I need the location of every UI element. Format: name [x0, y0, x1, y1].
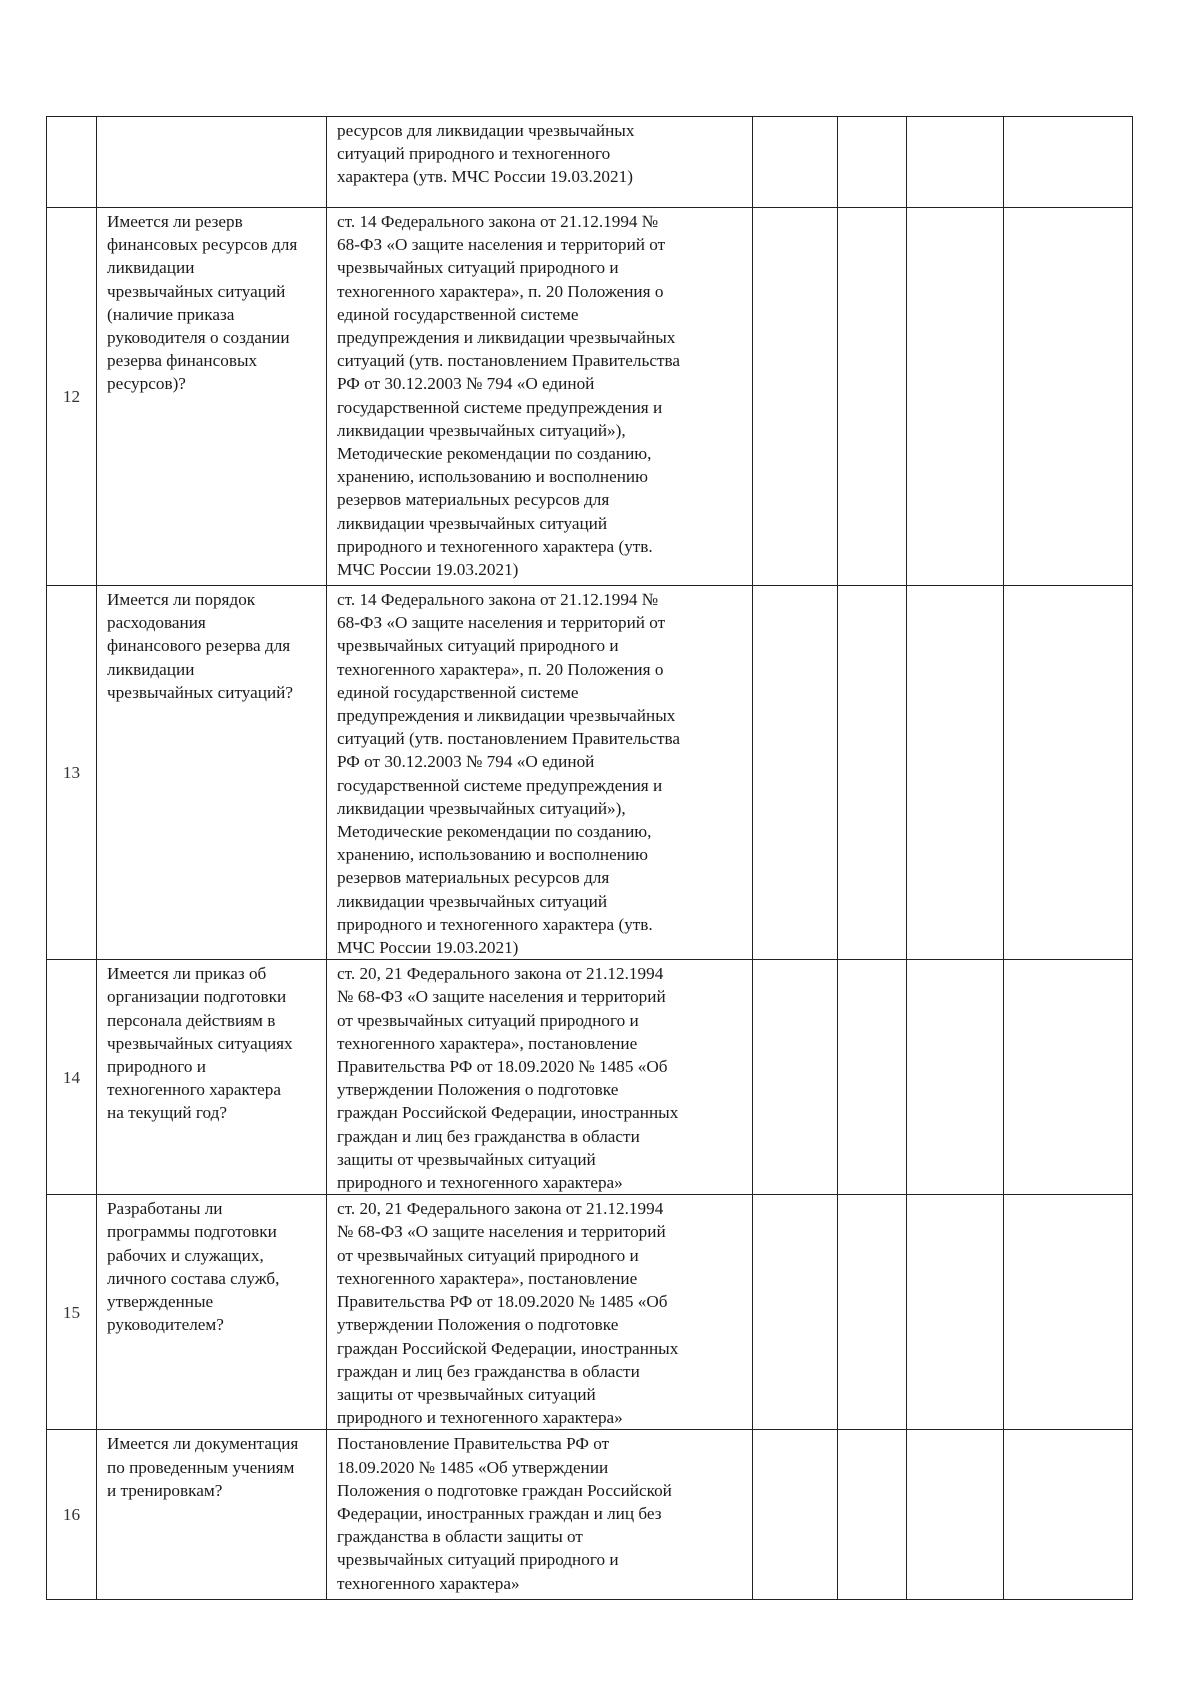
checklist-table — [46, 116, 1133, 1600]
note-cell — [1004, 1195, 1133, 1430]
legal-basis-cell: ст. 14 Федерального закона от 21.12.1994 № 68-ФЗ «О защите населения и территорий от чрезвычайных ситуаций природного и техногенного характера», п. 20 Положения о единой государственной системе предупреждения и ликвидации чрезвычайных ситуаций (утв. постановлением Правительства РФ от 30.12.2003 № 794 «О единой государственной системе предупреждения и ликвидации чрезвычайных ситуаций»), Методические рекомендации по созданию, хранению, использованию и восполнению резервов материальных ресурсов для ликвидации чрезвычайных ситуаций природного и техногенного характера (утв. МЧС России 19.03.2021) — [327, 586, 753, 960]
answer-no-cell — [838, 1195, 907, 1430]
row-number: 15 — [47, 1195, 97, 1430]
table-row — [47, 117, 1133, 208]
question-cell: Имеется ли резерв финансовых ресурсов для ликвидации чрезвычайных ситуаций (наличие приказа руководителя о создании резерва финансовых ресурсов)? — [97, 208, 327, 586]
legal-basis-cell: ст. 20, 21 Федерального закона от 21.12.1994 № 68-ФЗ «О защите населения и территорий от чрезвычайных ситуаций природного и техногенного характера», постановление Правительства РФ от 18.09.2020 № 1485 «Об утверждении Положения о подготовке граждан Российской Федерации, иностранных граждан и лиц без гражданства в области защиты от чрезвычайных ситуаций природного и техногенного характера» — [327, 960, 753, 1195]
row-number: 12 — [47, 208, 97, 586]
table-row — [47, 208, 1133, 586]
table-row — [47, 1195, 1133, 1430]
question-cell: Имеется ли приказ об организации подготовки персонала действиям в чрезвычайных ситуациях природного и техногенного характера на текущий год? — [97, 960, 327, 1195]
row-number: 13 — [47, 586, 97, 960]
answer-no-cell — [838, 586, 907, 960]
legal-basis-cell: ст. 14 Федерального закона от 21.12.1994 № 68-ФЗ «О защите населения и территорий от чрезвычайных ситуаций природного и техногенного характера», п. 20 Положения о единой государственной системе предупреждения и ликвидации чрезвычайных ситуаций (утв. постановлением Правительства РФ от 30.12.2003 № 794 «О единой государственной системе предупреждения и ликвидации чрезвычайных ситуаций»), Методические рекомендации по созданию, хранению, использованию и восполнению резервов материальных ресурсов для ликвидации чрезвычайных ситуаций природного и техногенного характера (утв. МЧС России 19.03.2021) — [327, 208, 753, 586]
question-cell: Имеется ли порядок расходования финансового резерва для ликвидации чрезвычайных ситуаций? — [97, 586, 327, 960]
note-cell — [1004, 960, 1133, 1195]
answer-no-cell — [838, 960, 907, 1195]
legal-basis-cell: Постановление Правительства РФ от 18.09.2020 № 1485 «Об утверждении Положения о подготовке граждан Российской Федерации, иностранных граждан и лиц без гражданства в области защиты от чрезвычайных ситуаций природного и техногенного характера» — [327, 1430, 753, 1600]
answer-yes-cell — [753, 586, 838, 960]
answer-no-cell — [838, 117, 907, 208]
answer-not-applicable-cell — [907, 1430, 1004, 1600]
row-number — [47, 117, 97, 208]
answer-no-cell — [838, 208, 907, 586]
answer-yes-cell — [753, 208, 838, 586]
answer-no-cell — [838, 1430, 907, 1600]
legal-basis-cell: ст. 20, 21 Федерального закона от 21.12.1994 № 68-ФЗ «О защите населения и территорий от чрезвычайных ситуаций природного и техногенного характера», постановление Правительства РФ от 18.09.2020 № 1485 «Об утверждении Положения о подготовке граждан Российской Федерации, иностранных граждан и лиц без гражданства в области защиты от чрезвычайных ситуаций природного и техногенного характера» — [327, 1195, 753, 1430]
answer-not-applicable-cell — [907, 586, 1004, 960]
note-cell — [1004, 208, 1133, 586]
answer-not-applicable-cell — [907, 208, 1004, 586]
question-cell — [97, 117, 327, 208]
note-cell — [1004, 1430, 1133, 1600]
answer-yes-cell — [753, 1430, 838, 1600]
row-number: 16 — [47, 1430, 97, 1600]
table-row — [47, 1430, 1133, 1600]
question-cell: Имеется ли документация по проведенным учениям и тренировкам? — [97, 1430, 327, 1600]
note-cell — [1004, 117, 1133, 208]
table-row — [47, 586, 1133, 960]
answer-yes-cell — [753, 1195, 838, 1430]
answer-yes-cell — [753, 117, 838, 208]
answer-not-applicable-cell — [907, 1195, 1004, 1430]
answer-not-applicable-cell — [907, 117, 1004, 208]
legal-basis-cell: ресурсов для ликвидации чрезвычайных ситуаций природного и техногенного характера (утв. МЧС России 19.03.2021) — [327, 117, 753, 208]
note-cell — [1004, 586, 1133, 960]
answer-yes-cell — [753, 960, 838, 1195]
answer-not-applicable-cell — [907, 960, 1004, 1195]
table-row — [47, 960, 1133, 1195]
question-cell: Разработаны ли программы подготовки рабочих и служащих, личного состава служб, утвержденные руководителем? — [97, 1195, 327, 1430]
row-number: 14 — [47, 960, 97, 1195]
